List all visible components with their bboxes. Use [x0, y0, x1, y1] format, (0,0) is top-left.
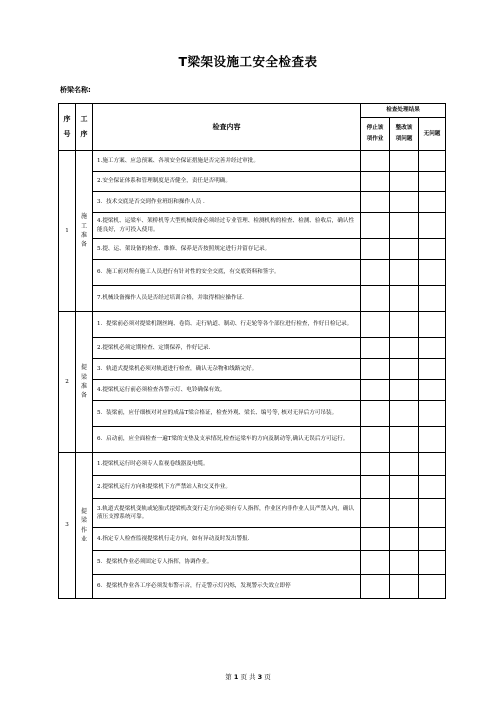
- footer-page-number: 1: [233, 673, 239, 681]
- check-cell-rectify[interactable]: [390, 575, 419, 599]
- check-cell-stop[interactable]: [361, 528, 390, 551]
- check-cell-ok[interactable]: [419, 499, 446, 528]
- table-row: [59, 453, 446, 476]
- table-row: [59, 192, 446, 213]
- check-item: 5.提、运、架设备的检查、维修、保养是否按照规定进行并留存记录。: [93, 239, 361, 260]
- document-title: T梁架设施工安全检查表: [178, 54, 318, 69]
- section-number: 1: [59, 151, 76, 312]
- table-row: [59, 499, 446, 528]
- check-cell-rectify[interactable]: [390, 528, 419, 551]
- check-item: 3．轨道式提梁机必须对轨道进行检查，确认无杂物和线路完好。: [93, 359, 361, 380]
- header-content: 检查内容: [93, 104, 361, 151]
- check-item: 5．装梁前，应仔细核对对应的成品T梁合格证，检查外观、梁长、编号等, 核对无异后方可吊装。: [93, 401, 361, 427]
- footer-total-pages: 3: [257, 673, 263, 681]
- check-item: 5．提梁机作业必须固定专人指挥，协调作业。: [93, 551, 361, 575]
- check-cell-stop[interactable]: [361, 213, 390, 239]
- section-process: 施工准备: [76, 151, 93, 312]
- check-cell-rectify[interactable]: [390, 499, 419, 528]
- check-cell-stop[interactable]: [361, 453, 390, 476]
- check-cell-rectify[interactable]: [390, 239, 419, 260]
- check-cell-ok[interactable]: [419, 359, 446, 380]
- check-cell-stop[interactable]: [361, 575, 390, 599]
- check-cell-rectify[interactable]: [390, 286, 419, 312]
- check-item: 4.指定专人检查监视提梁机行走方向，如有异动及时发出警报.: [93, 528, 361, 551]
- check-item: 6．启动前，应全面检查一遍T梁的支垫及支承情况,检查运梁车的方向及制动等,确认无误后方可运行。: [93, 427, 361, 453]
- table-row: [59, 427, 446, 453]
- check-cell-ok[interactable]: [419, 453, 446, 476]
- check-cell-rectify[interactable]: [390, 151, 419, 172]
- check-cell-rectify[interactable]: [390, 551, 419, 575]
- table-row: [59, 476, 446, 499]
- check-item: 6．提梁机作业各工序必须发布警示音，行走警示灯闪烁，发现警示失效立即停: [93, 575, 361, 599]
- check-cell-stop[interactable]: [361, 260, 390, 286]
- check-cell-ok[interactable]: [419, 239, 446, 260]
- table-row: [59, 338, 446, 359]
- table-row: [59, 575, 446, 599]
- section-process: 提梁作业: [76, 453, 93, 599]
- table-row: [59, 260, 446, 286]
- check-cell-rectify[interactable]: [390, 312, 419, 338]
- check-cell-rectify[interactable]: [390, 192, 419, 213]
- footer-middle: 页 共: [240, 673, 256, 681]
- check-cell-stop[interactable]: [361, 476, 390, 499]
- table-row: [59, 528, 446, 551]
- check-cell-rectify[interactable]: [390, 476, 419, 499]
- check-cell-ok[interactable]: [419, 312, 446, 338]
- check-cell-stop[interactable]: [361, 172, 390, 192]
- table-row: [59, 312, 446, 338]
- check-cell-ok[interactable]: [419, 260, 446, 286]
- check-item: 3．技术交底是否交到作业班组和操作人员 .: [93, 192, 361, 213]
- section-number: 2: [59, 312, 76, 453]
- check-cell-ok[interactable]: [419, 213, 446, 239]
- check-cell-stop[interactable]: [361, 427, 390, 453]
- header-process: 工序: [76, 104, 93, 151]
- table-row: [59, 380, 446, 401]
- check-cell-stop[interactable]: [361, 401, 390, 427]
- check-cell-stop[interactable]: [361, 338, 390, 359]
- check-cell-ok[interactable]: [419, 427, 446, 453]
- check-cell-rectify[interactable]: [390, 453, 419, 476]
- footer-prefix: 第: [225, 673, 232, 681]
- check-cell-ok[interactable]: [419, 401, 446, 427]
- table-row: [59, 172, 446, 192]
- table-row: [59, 401, 446, 427]
- check-cell-rectify[interactable]: [390, 380, 419, 401]
- check-cell-stop[interactable]: [361, 192, 390, 213]
- check-cell-ok[interactable]: [419, 192, 446, 213]
- check-item: 4.提梁机、运梁车、架桥机等大型机械设备必须经过专业管理、检测机构的检查、检测、验收后，确认性能良好，方可投入使用。: [93, 213, 361, 239]
- check-cell-ok[interactable]: [419, 380, 446, 401]
- check-item: 1.提梁机运行时必须专人监视卷线器及电缆。: [93, 453, 361, 476]
- check-cell-ok[interactable]: [419, 528, 446, 551]
- check-cell-ok[interactable]: [419, 476, 446, 499]
- check-cell-stop[interactable]: [361, 551, 390, 575]
- footer-suffix: 页: [264, 673, 271, 681]
- check-item: 4.提梁机运行前必须检查各警示灯、电铃确保有效。: [93, 380, 361, 401]
- header-ok: 无问题: [419, 118, 446, 151]
- check-item: 6．施工前对所有施工人员进行有针对性的安全交底，有交底资料和签字。: [93, 260, 361, 286]
- check-cell-ok[interactable]: [419, 151, 446, 172]
- check-cell-stop[interactable]: [361, 499, 390, 528]
- check-cell-ok[interactable]: [419, 172, 446, 192]
- check-cell-stop[interactable]: [361, 312, 390, 338]
- check-item: 1．提梁前必须对提梁机钢丝绳、卷筒、走行轨道、制动、行走轮等各个部位进行检查，作好日检记录。: [93, 312, 361, 338]
- check-cell-rectify[interactable]: [390, 213, 419, 239]
- check-cell-stop[interactable]: [361, 239, 390, 260]
- check-item: 7.机械设备操作人员是否经过培训合格，并取得相应操作证.: [93, 286, 361, 312]
- table-row: [59, 213, 446, 239]
- section-process: 提梁准备: [76, 312, 93, 453]
- header-result-group: 检查处理结果: [361, 104, 446, 118]
- check-item: 2.提梁机运行方向和提梁机下方严禁站人和交叉作业。: [93, 476, 361, 499]
- check-cell-rectify[interactable]: [390, 260, 419, 286]
- table-row: [59, 239, 446, 260]
- check-cell-rectify[interactable]: [390, 427, 419, 453]
- check-cell-stop[interactable]: [361, 286, 390, 312]
- check-cell-ok[interactable]: [419, 286, 446, 312]
- table-row: [59, 286, 446, 312]
- table-row: [59, 551, 446, 575]
- header-seq: 序号: [59, 104, 76, 151]
- check-cell-rectify[interactable]: [390, 401, 419, 427]
- check-cell-rectify[interactable]: [390, 338, 419, 359]
- section-number: 3: [59, 453, 76, 599]
- header-stop: 停止该项作业: [361, 118, 390, 151]
- header-rectify: 整改该项问题: [390, 118, 419, 151]
- check-cell-ok[interactable]: [419, 551, 446, 575]
- check-cell-rectify[interactable]: [390, 172, 419, 192]
- check-cell-ok[interactable]: [419, 338, 446, 359]
- safety-check-table: [58, 103, 446, 599]
- check-cell-stop[interactable]: [361, 359, 390, 380]
- check-cell-rectify[interactable]: [390, 359, 419, 380]
- check-cell-stop[interactable]: [361, 151, 390, 172]
- check-item: 2.提梁机必须定期检查、定期保养，作好记录.: [93, 338, 361, 359]
- check-item: 2.安全保证体系和管理制度是否健全，责任是否明确。: [93, 172, 361, 192]
- check-item: 1.施工方案、应急预案、各项安全保证措施是否完善并经过审批。: [93, 151, 361, 172]
- table-row: [59, 359, 446, 380]
- page-footer: [0, 672, 496, 681]
- check-cell-ok[interactable]: [419, 575, 446, 599]
- check-item: 3.轨道式提梁机变轨或轮胎式提梁机改变行走方向必须有专人指挥，作业区内非作业人员严禁入内，确认液压支撑系统可靠。: [93, 499, 361, 528]
- table-row: [59, 151, 446, 172]
- check-cell-stop[interactable]: [361, 380, 390, 401]
- bridge-name-label: 桥梁名称:: [60, 86, 91, 94]
